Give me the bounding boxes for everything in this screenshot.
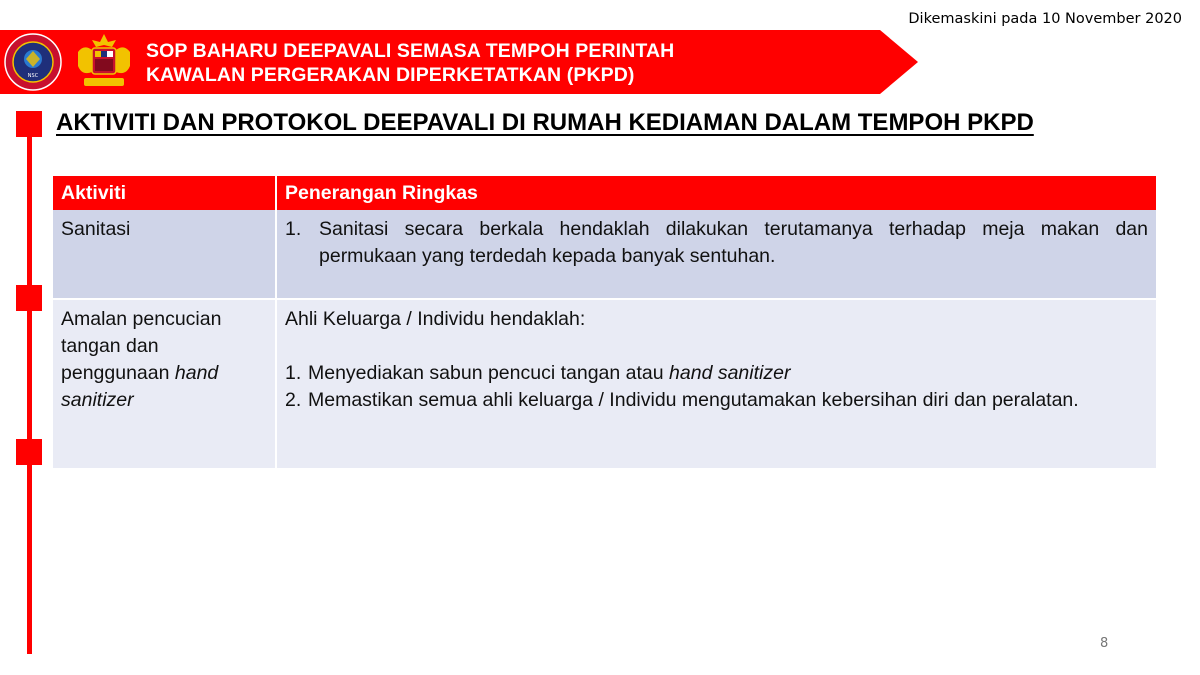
banner-title-line2: KAWALAN PERGERAKAN DIPERKETATKAN (PKPD) — [146, 64, 635, 86]
activity-cell: Sanitasi — [53, 210, 276, 299]
nsc-emblem-label: NSC — [27, 73, 39, 79]
timeline-marker — [16, 285, 42, 311]
timeline-marker — [16, 111, 42, 137]
item-text-plain: Menyediakan sabun pencuci tangan atau — [308, 362, 664, 384]
activity-text-italic: hand sanitizer — [61, 362, 219, 411]
item-text: Sanitasi secara berkala hendaklah dilakukan terutamanya terhadap meja makan dan permukaan yang terdedah kepada banyak sentuhan. — [319, 218, 1148, 267]
description-intro: Ahli Keluarga / Individu hendaklah: — [285, 308, 586, 330]
timeline-marker — [16, 439, 42, 465]
item-text — [308, 360, 1148, 387]
item-number: 1. — [285, 362, 302, 384]
activity-cell — [53, 299, 276, 468]
item-number: 2. — [285, 389, 302, 411]
timeline-bar — [27, 123, 32, 654]
column-header-activity: Aktiviti — [53, 176, 276, 210]
nsc-emblem-icon — [4, 33, 62, 91]
description-cell — [276, 299, 1156, 468]
table-header-row — [53, 176, 1156, 210]
banner-title — [146, 39, 674, 87]
jata-negara-icon — [70, 32, 138, 92]
activity-text: Amalan pencucian tangan dan penggunaan — [61, 308, 222, 384]
table-row — [53, 210, 1156, 299]
section-heading: AKTIVITI DAN PROTOKOL DEEPAVALI DI RUMAH KEDIAMAN DALAM TEMPOH PKPD — [56, 109, 1034, 136]
sop-table — [53, 176, 1156, 468]
banner-title-line1: SOP BAHARU DEEPAVALI SEMASA TEMPOH PERINTAH — [146, 40, 675, 62]
page-number: 8 — [1100, 636, 1109, 651]
description-cell — [276, 210, 1156, 299]
updated-date: Dikemaskini pada 10 November 2020 — [908, 11, 1182, 27]
column-header-description: Penerangan Ringkas — [276, 176, 1156, 210]
item-text: Memastikan semua ahli keluarga / Individu mengutamakan kebersihan diri dan peralatan. — [308, 389, 1079, 411]
numbered-item — [285, 216, 1148, 270]
table-row — [53, 299, 1156, 468]
numbered-item — [285, 387, 1148, 414]
numbered-item — [285, 360, 1148, 387]
item-text-italic: hand sanitizer — [669, 362, 791, 384]
item-number: 1. — [285, 218, 302, 240]
title-banner — [0, 30, 920, 94]
